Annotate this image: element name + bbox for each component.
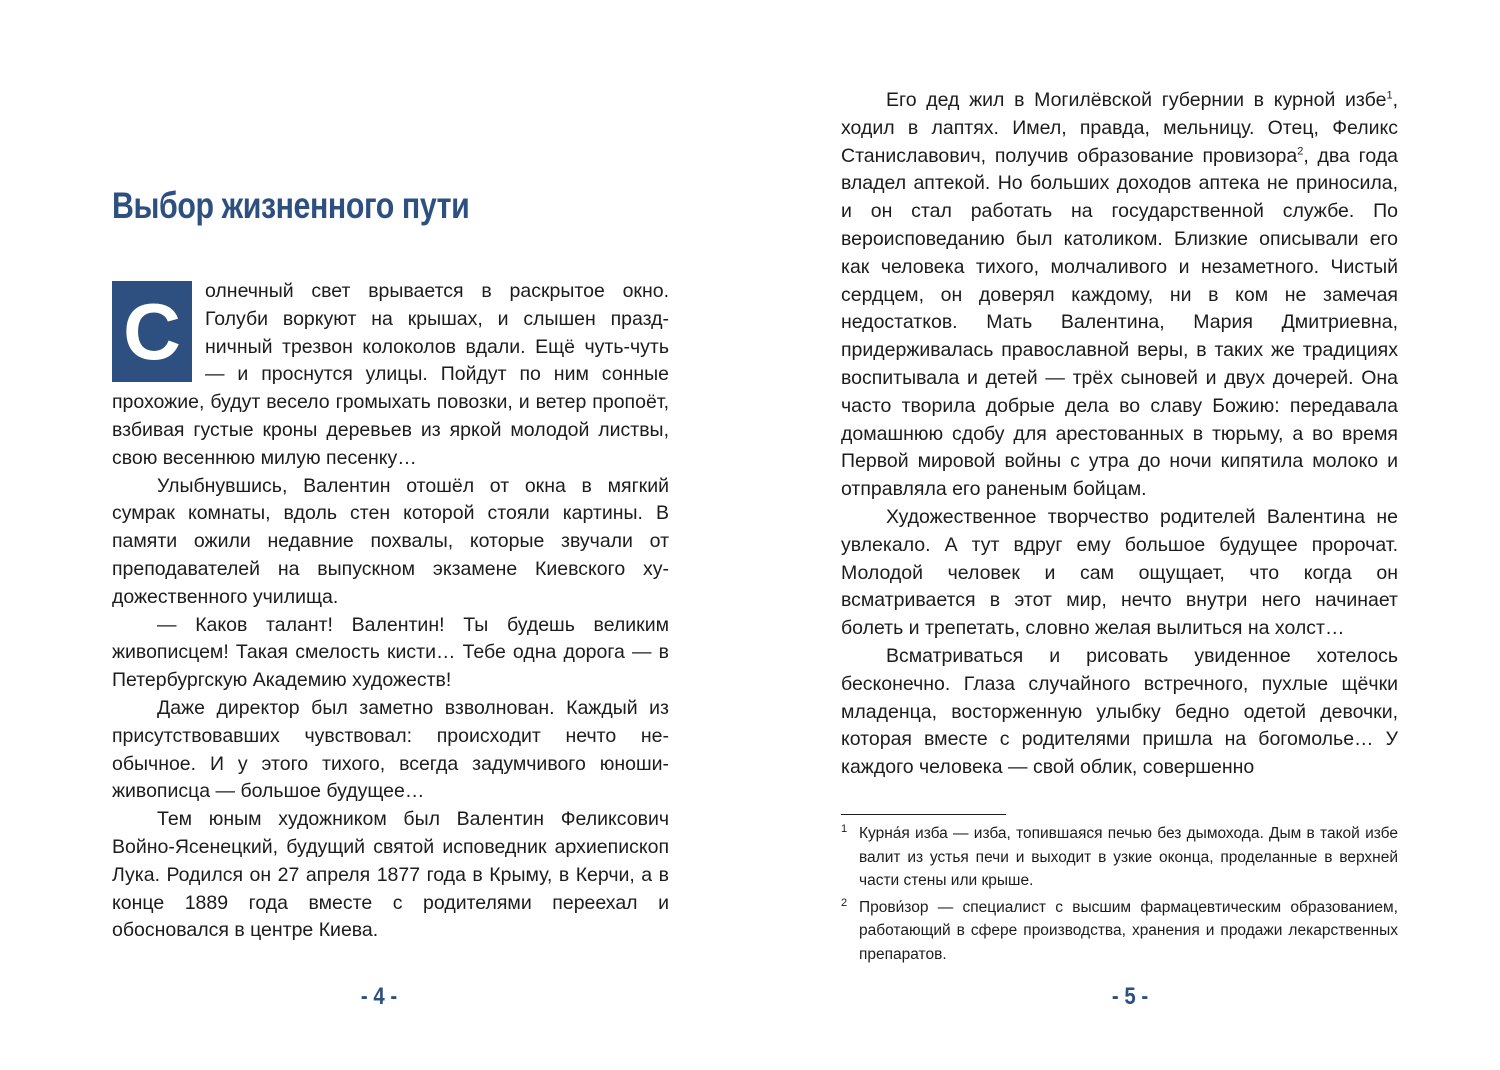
paragraph [841, 87, 1398, 504]
paragraph: Улыбнувшись, Валентин отошёл от окна в мягкий сумрак комнаты, вдоль стен которой стояли картины. В памяти ожили недавние похвалы, которые звучали от преподавателей на выпускном экзамене Киевского художественного училища. [112, 474, 669, 608]
paragraph: Всматриваться и рисовать увиденное хотелось бесконечно. Глаза случайного встречного, пухлые щёчки младенца, восторженную улыбку бедно одетой девочки, которая вместе с родителями пришла на богомолье… У каждого человека — свой облик, совершенно [841, 644, 1398, 779]
left-body-text [112, 278, 669, 945]
page-number: - 4 - [360, 983, 398, 1010]
paragraph-text: , ходил в лаптях. Имел, правда, мельницу. Отец, Феликс Станиславович, получив образование провизора [841, 89, 1398, 167]
paragraph: Даже директор был заметно взволнован. Каждый из присутствовавших чувствовал: происходит нечто необычное. И у этого тихого, всегда задумчивого юноши-живописца — большое будущее… [112, 696, 669, 803]
footnote-ref: 1 [1386, 89, 1393, 102]
opening-paragraph-text: олнечный свет врывается в раскрытое окно. Голуби воркуют на крышах, и слышен праздничный трезвон колоколов вдали. Ещё чуть-чуть — и проснутся улицы. Пойдут по ним сонные прохожие, будут весело громыхать повозки, и ветер пропоёт, взбивая густые кроны деревьев из яркой молодой листвы, свою весеннюю милую песенку… [112, 280, 669, 469]
footnote-number: 2 [841, 896, 848, 909]
chapter-title: Выбор жизненного пути [112, 185, 470, 226]
left-page [112, 0, 669, 1070]
right-page [841, 0, 1398, 1070]
paragraph: Тем юным художником был Валентин Феликсович Войно-Ясенецкий, будущий святой исповедник архиепископ Лука. Родился он 27 апреля 1877 года в Крыму, в Керчи, а в конце 1889 года вместе с родителями переехал и обосновался в центре Киева. [112, 808, 669, 942]
right-body-text [841, 87, 1398, 782]
footnote-text: Курна́я изба — изба, топившаяся печью без дымохода. Дым в такой избе валит из устья печи и выходит в узкие оконца, проделанные в верхней части стены или крыше. [859, 825, 1398, 889]
footnote-text: Прови́зор — специалист с высшим фармацевтическим образованием, работающий в сфере производства, хранения и продажи лекарственных препаратов. [859, 898, 1398, 963]
footnote-number: 1 [841, 823, 848, 835]
paragraph: Художественное творчество родителей Валентина не увлекало. А тут вдруг ему большое будущее пророчат. Молодой человек и сам ощущает, что когда он всматривается в этот мир, нечто внутри него начинает болеть и трепетать, словно желая вылиться на холст… [841, 505, 1398, 640]
paragraph-text: , два года владел аптекой. Но больших доходов аптека не приносила, и он стал работать на государственной службе. По вероисповеданию был католиком. Близкие описывали его как человека тихого, молчаливого и незаметного. Чистый сердцем, он доверял каждому, ни в ком не замечая недостатков. Мать Валентина, Мария Дмитриевна, придерживалась православной веры, в таких же традициях воспитывала и детей — трёх сыновей и двух дочерей. Она часто творила добрые дела во славу Божию: передавала домашнюю сдобу для арестованных в тюрьму, а во время Первой мировой войны с утра до ночи кипятила молоко и отправляла его раненым бойцам. [841, 144, 1398, 501]
footnote-ref: 2 [1297, 145, 1304, 158]
opening-paragraph [112, 278, 669, 473]
paragraph: — Каков талант! Валентин! Ты будешь великим живописцем! Такая смелость кисти… Тебе одна дорога — в Петербургскую Академию художеств! [112, 613, 669, 692]
paragraph-text: Его дед жил в Могилёвской губернии в курной избе [886, 89, 1387, 111]
footnote-divider [841, 814, 1006, 815]
footnotes [841, 822, 1398, 969]
page-number: - 5 - [1111, 983, 1149, 1010]
footnote [841, 896, 1398, 967]
footnote [841, 822, 1398, 893]
drop-cap: С [112, 281, 192, 382]
